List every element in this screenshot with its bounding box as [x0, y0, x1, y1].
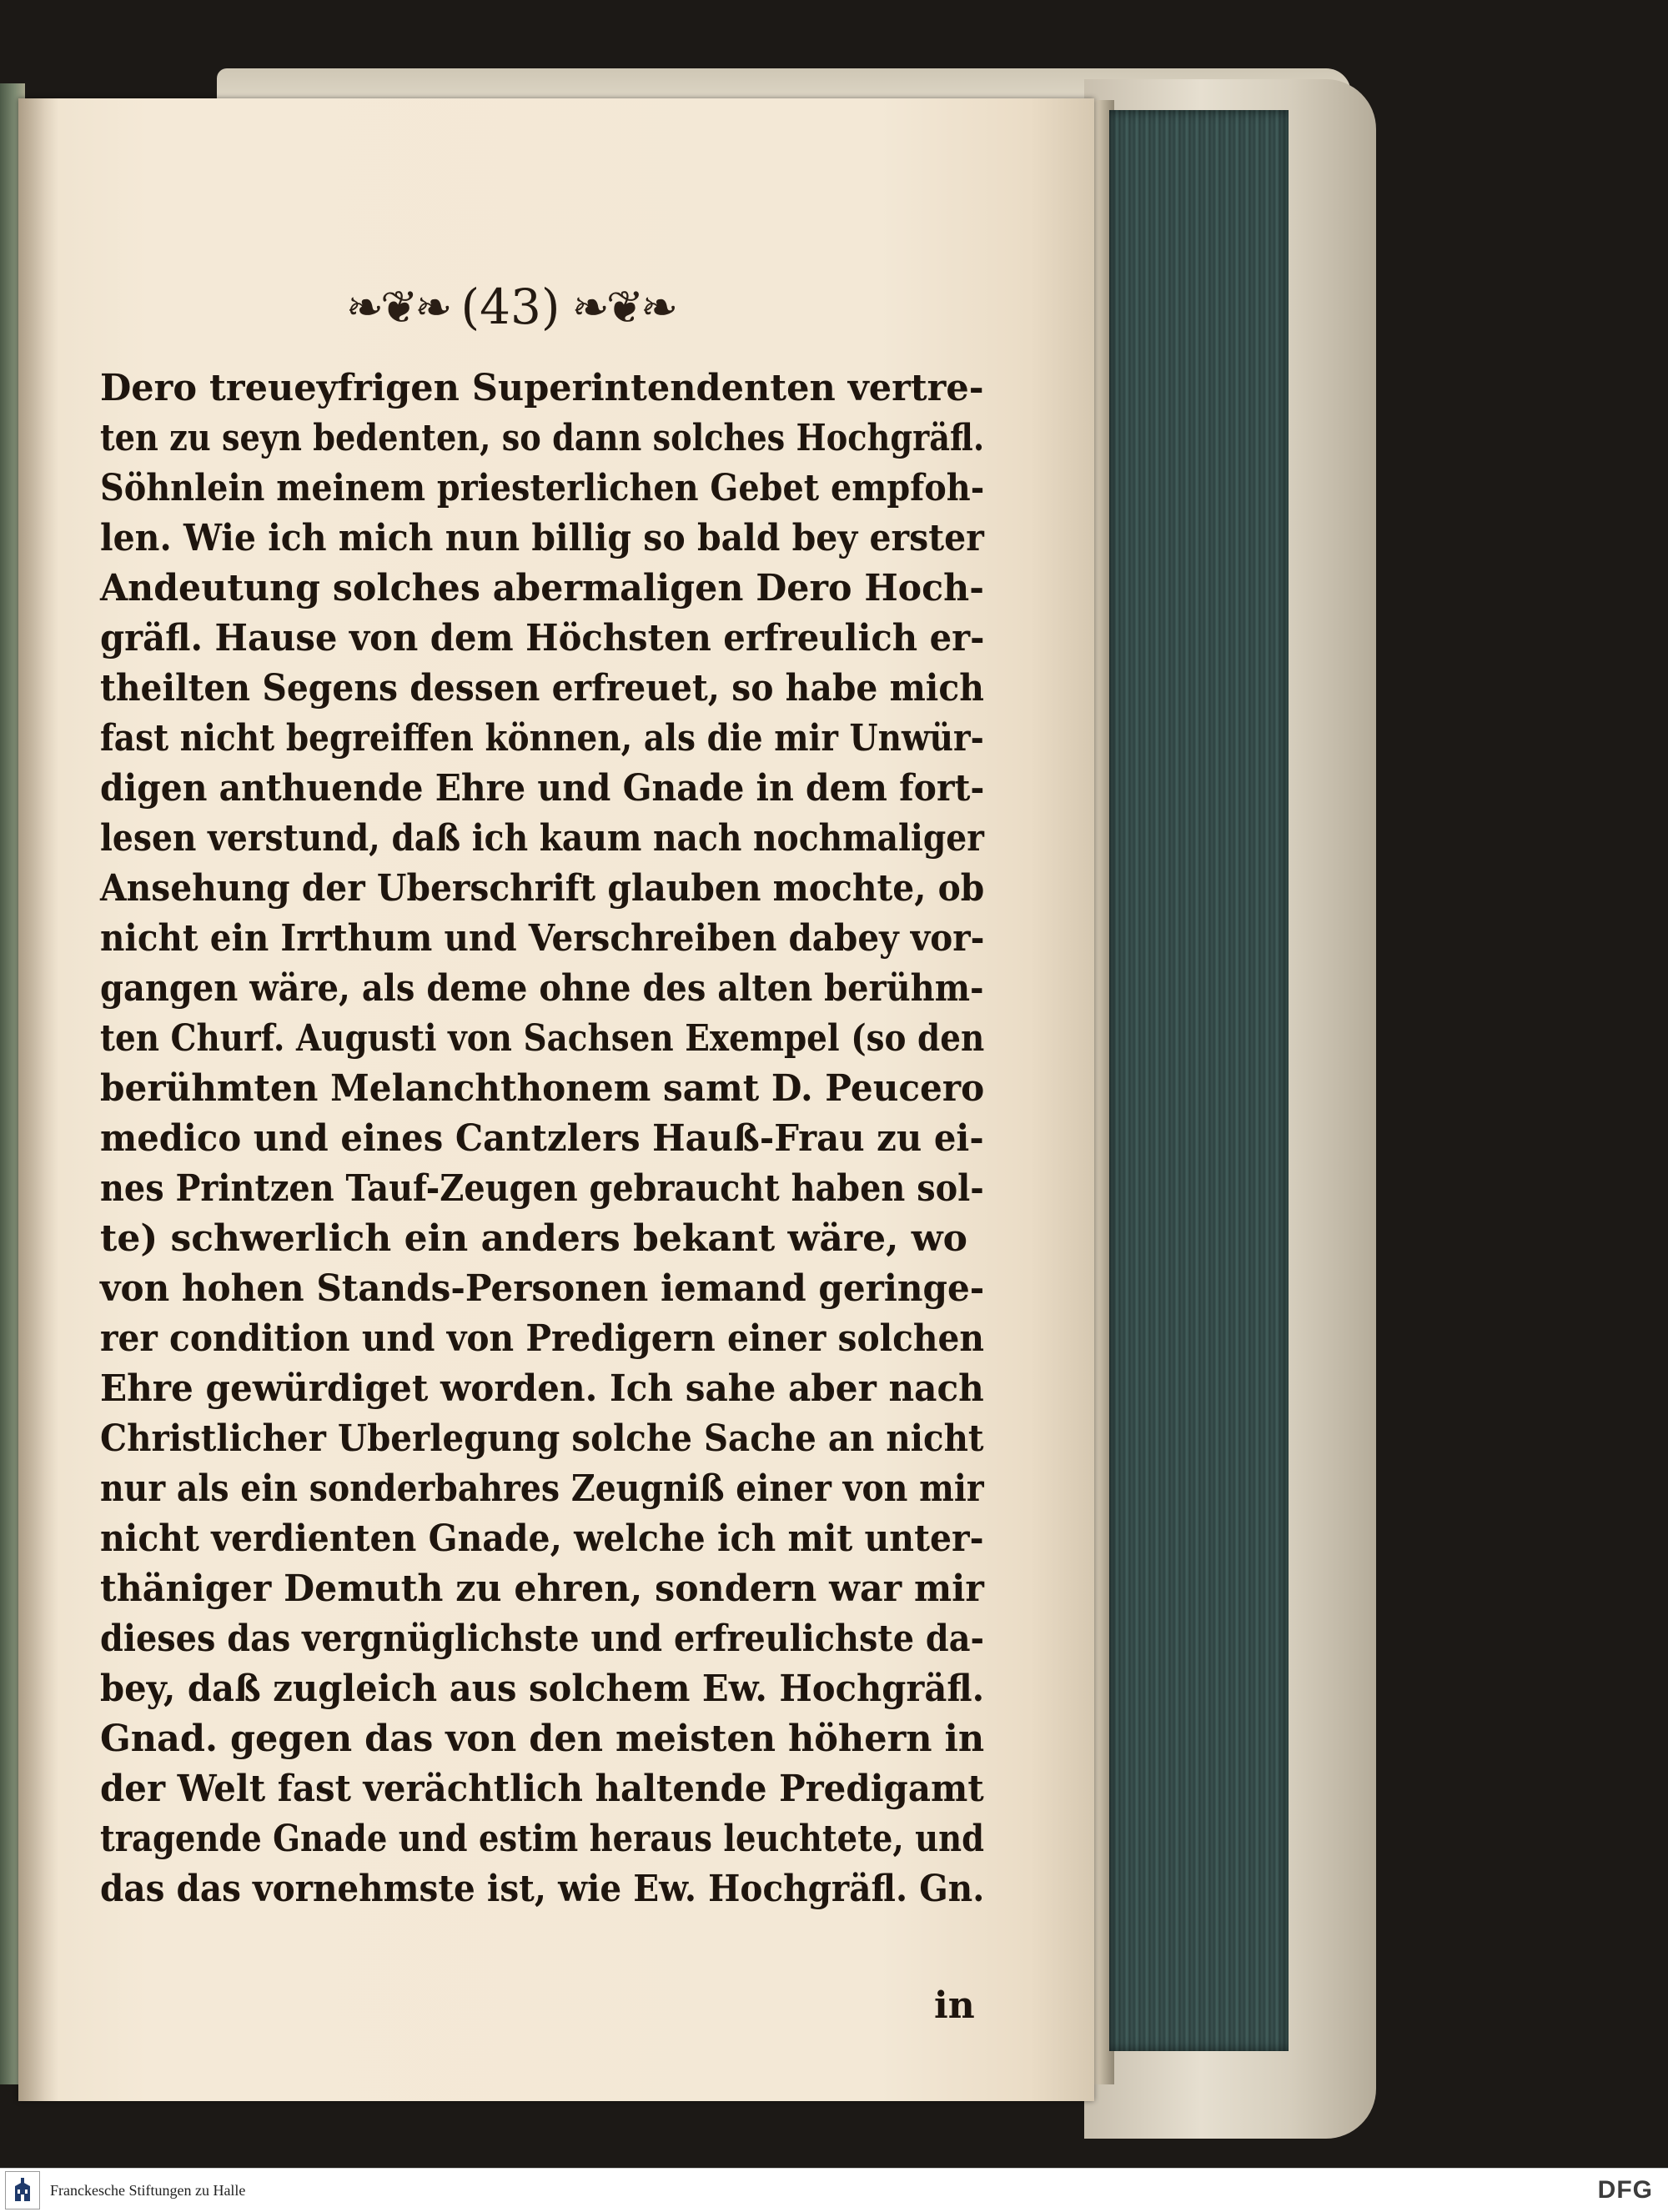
footer-bar — [0, 2168, 1668, 2212]
text-line: der Welt fast verächtlich haltende Predigamt — [100, 1768, 984, 1810]
text-line: rer condition und von Predigern einer solchen — [100, 1317, 985, 1360]
catchword: in — [934, 1984, 975, 2027]
book-fore-edge — [1109, 110, 1289, 2051]
institution-logo-icon — [5, 2171, 40, 2209]
text-line: Gnad. gegen das von den meisten höhern in — [100, 1718, 985, 1760]
ornament-left-icon: ❧❦❧ — [345, 280, 450, 334]
text-line: digen anthuende Ehre und Gnade in dem fort- — [100, 767, 985, 810]
text-line: das das vornehmste ist, wie Ew. Hochgräfl. Gn. — [100, 1868, 985, 1910]
text-line: ten zu seyn bedenten, so dann solches Hochgräfl. — [100, 417, 985, 459]
ornament-right-icon: ❧❦❧ — [571, 280, 676, 334]
text-line: nicht verdienten Gnade, welche ich mit unter- — [100, 1517, 984, 1560]
institution-name: Franckesche Stiftungen zu Halle — [50, 2181, 246, 2199]
text-line: nes Printzen Tauf-Zeugen gebraucht haben sol- — [100, 1167, 984, 1210]
text-line: lesen verstund, daß ich kaum nach nochmaliger — [100, 817, 984, 860]
text-line: tragende Gnade und estim heraus leuchtete, und — [100, 1818, 984, 1860]
text-line: Ansehung der Uberschrift glauben mochte, ob — [100, 867, 985, 910]
text-line: ten Churf. Augusti von Sachsen Exempel (so den — [100, 1017, 985, 1060]
funder-logo: DFG — [1597, 2176, 1653, 2204]
text-line: nicht ein Irrthum und Verschreiben dabey vor- — [100, 917, 985, 960]
text-line: Ehre gewürdiget worden. Ich sahe aber nach — [100, 1367, 984, 1410]
text-line: thäniger Demuth zu ehren, sondern war mir — [100, 1567, 984, 1610]
text-line: medico und eines Cantzlers Hauß-Frau zu ei- — [100, 1117, 984, 1160]
text-line: fast nicht begreiffen können, als die mir Unwür- — [100, 717, 984, 760]
book-page — [18, 98, 1094, 2101]
page-number: (43) — [460, 278, 560, 335]
running-head — [335, 273, 686, 340]
text-line: berühmten Melanchthonem samt D. Peucero — [100, 1067, 985, 1110]
text-line: gangen wäre, als deme ohne des alten berühm- — [100, 967, 984, 1010]
text-line: Andeutung solches abermaligen Dero Hoch- — [100, 567, 984, 609]
footer-institution — [0, 2171, 245, 2209]
text-line: theilten Segens dessen erfreuet, so habe mich — [100, 667, 984, 710]
body-text — [100, 364, 984, 1914]
text-line: dieses das vergnüglichste und erfreulichste da- — [100, 1618, 985, 1660]
text-line: Söhnlein meinem priesterlichen Gebet empfoh- — [100, 467, 985, 509]
text-line: von hohen Stands-Personen iemand geringe- — [100, 1267, 985, 1310]
text-line: gräfl. Hause von dem Höchsten erfreulich er- — [100, 617, 985, 660]
text-line: Christlicher Uberlegung solche Sache an nicht — [100, 1417, 984, 1460]
gutter-shadow — [18, 98, 58, 2101]
text-line: nur als ein sonderbahres Zeugniß einer von mir — [100, 1467, 984, 1510]
text-line: Dero treueyfrigen Superintendenten vertre- — [100, 367, 984, 409]
text-line: bey, daß zugleich aus solchem Ew. Hochgräfl. — [100, 1668, 985, 1710]
text-line: te) schwerlich ein anders bekant wäre, wo — [100, 1217, 967, 1260]
text-line: len. Wie ich mich nun billig so bald bey erster — [100, 517, 984, 559]
